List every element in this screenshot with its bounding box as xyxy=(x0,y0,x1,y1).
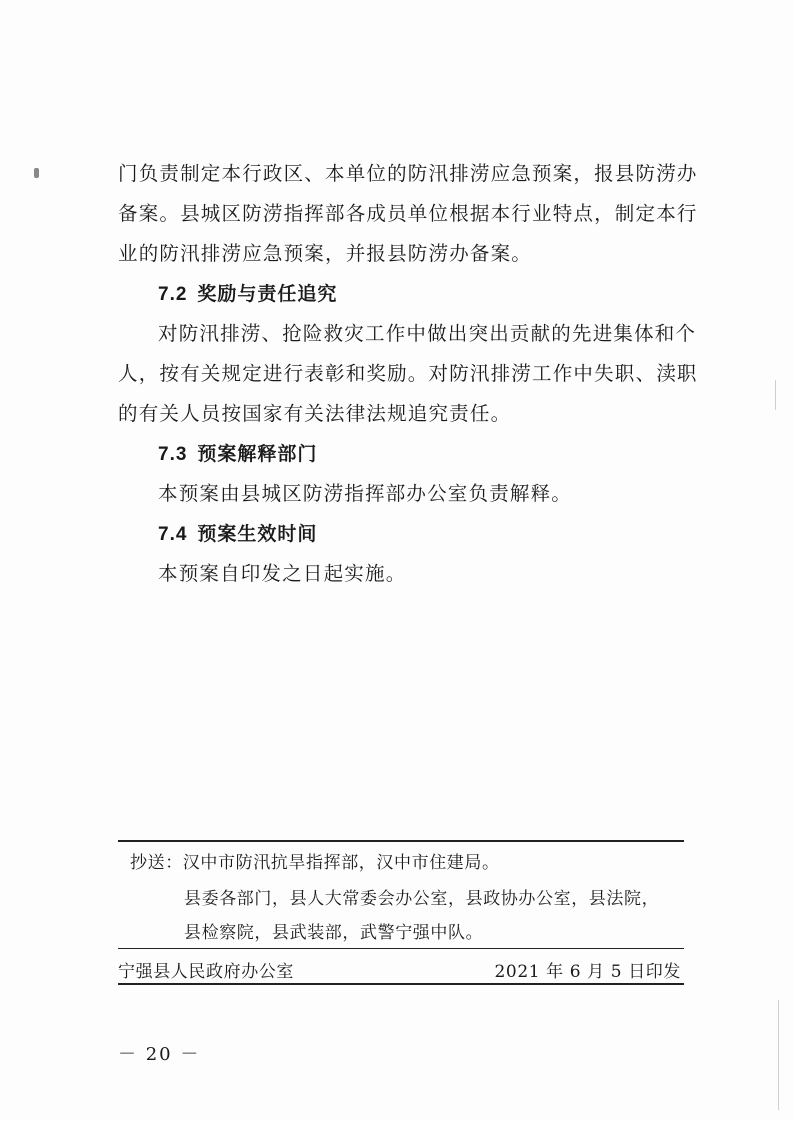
scan-edge-mark xyxy=(775,380,776,410)
cc-recipients-line: 县委各部门，县人大常委会办公室，县政协办公室，县法院， xyxy=(184,889,660,909)
scan-edge-mark xyxy=(778,1000,779,1110)
body-line: 对防汛排涝、抢险救灾工作中做出突出贡献的先进集体和个 xyxy=(158,322,697,345)
section-number: 7.4 xyxy=(158,524,188,545)
section-title: 预案解释部门 xyxy=(197,443,318,465)
middle-rule xyxy=(118,948,684,949)
page-number: － 20 － xyxy=(118,1044,201,1065)
body-line: 门负责制定本行政区、本单位的防汛排涝应急预案，报县防涝办 xyxy=(118,162,698,185)
section-number: 7.2 xyxy=(158,284,188,305)
bottom-rule xyxy=(118,983,684,985)
body-line: 本预案自印发之日起实施。 xyxy=(158,562,407,585)
scan-artifact xyxy=(34,168,39,178)
issue-date: 2021 年 6 月 5 日印发 xyxy=(494,962,681,982)
cc-recipients-line: 县检察院，县武装部，武警宁强中队。 xyxy=(184,923,484,943)
body-line: 的有关人员按国家有关法律法规追究责任。 xyxy=(118,402,512,425)
body-line: 人，按有关规定进行表彰和奖励。对防汛排涝工作中失职、渎职 xyxy=(118,362,698,385)
body-line: 备案。县城区防涝指挥部各成员单位根据本行业特点，制定本行 xyxy=(118,202,698,225)
cc-recipients-line: 抄送：汉中市防汛抗旱指挥部，汉中市住建局。 xyxy=(130,853,500,873)
section-number: 7.3 xyxy=(158,444,188,465)
section-heading-7-2 xyxy=(158,282,337,307)
body-line: 业的防汛排涝应急预案，并报县防涝办备案。 xyxy=(118,242,533,265)
top-rule xyxy=(118,840,684,842)
section-heading-7-4 xyxy=(158,522,317,547)
section-heading-7-3 xyxy=(158,442,317,467)
section-title: 预案生效时间 xyxy=(197,523,318,545)
body-line: 本预案由县城区防涝指挥部办公室负责解释。 xyxy=(158,482,573,505)
issuing-office: 宁强县人民政府办公室 xyxy=(118,962,294,982)
section-title: 奖励与责任追究 xyxy=(197,283,338,305)
